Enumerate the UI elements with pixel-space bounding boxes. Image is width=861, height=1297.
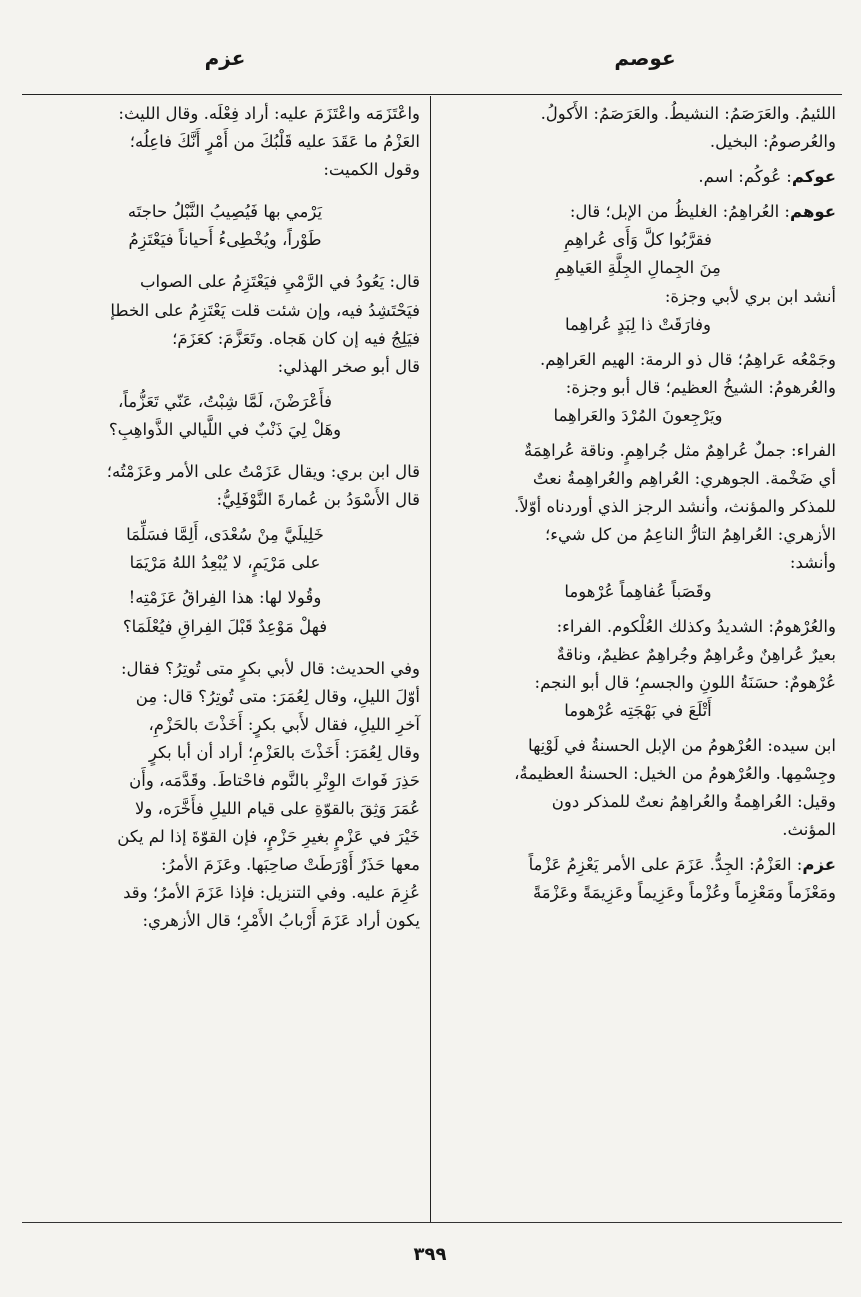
text-line: العَزْمُ ما عَقَدَ عليه قَلْبُكَ من أَمْرٍ أَنَّكَ فاعِلُه؛ bbox=[129, 132, 420, 152]
spacer bbox=[30, 577, 420, 584]
text-line: وأنشد: bbox=[789, 553, 836, 573]
spacer bbox=[440, 156, 836, 163]
verse-line: وقَصَباً عُفاهِماً عُرْهوما bbox=[564, 581, 712, 601]
text-line: وجِسْمِها. والعُرْهومُ من الخيل: الحسنةُ العظيمةُ، bbox=[514, 764, 836, 784]
spacer bbox=[440, 725, 836, 732]
text-line: قال أبو صخر الهذلي: bbox=[277, 356, 420, 376]
text-line: وقيل: العُراهِمةُ والعُراهِمُ نعتٌ للمذكر دون bbox=[551, 792, 836, 812]
text-line: خَيْرَ في عَزْمٍ بغيرِ حَزْمٍ، فإن القوّةَ إذا لم يكن bbox=[117, 827, 420, 847]
text-line: فيَحْتَشِدُ فيه، وإن شئت قلت يَعْتَزِمُ على الخطإ bbox=[110, 300, 420, 320]
header-right-word: عوصم bbox=[614, 46, 676, 70]
verse-line: طَوْراً، ويُخْطِىءُ أَحياناً فيَعْتَزِمُ bbox=[128, 230, 322, 250]
entry-text: : العَزْمُ: الجِدُّ. عَزَمَ على الأمر يَعْزِمُ عَزْماً bbox=[528, 855, 803, 875]
spacer bbox=[440, 191, 836, 198]
spacer bbox=[440, 430, 836, 437]
verse-line: فهلْ مَوْعِدٌ قَبْلَ الفِراقِ فيُعْلَمَا؟ bbox=[122, 616, 328, 636]
text-line: والعُرصومُ: البخيل. bbox=[709, 132, 836, 152]
right-column bbox=[440, 100, 836, 908]
entry-text: : عُوكُم: اسم. bbox=[698, 167, 792, 187]
text-line: قال ابن بري: ويقال عَزَمْتُ على الأمر وعَزَمْتُه؛ bbox=[106, 462, 420, 482]
verse-line: فأَعْرَضْنَ، لَمَّا شِبْتُ، عَنّي تَعَزُّماً، bbox=[117, 391, 333, 411]
text-line: واعْتَزَمَه واعْتَزَمَ عليه: أراد فِعْلَه. وقال الليث: bbox=[118, 104, 420, 123]
text-line: معها حَذَرٌ أَوْرَطَتْ صاحِبَها. وعَزَمَ الأمرُ: bbox=[160, 855, 420, 875]
text-line: آخرِ الليلِ، فقال لأَبي بكرٍ: أَخَذْتَ بالحَزْمِ، bbox=[148, 714, 420, 734]
entry-headword: عوهم bbox=[790, 202, 836, 222]
spacer bbox=[30, 184, 420, 198]
verse-line: أَتْلَعَ في بَهْجَتِه عُرْهوما bbox=[564, 700, 712, 720]
text-line: وقول الكميت: bbox=[323, 160, 420, 180]
text-line: للمذكر والمؤنث، وأنشد الرجز الذي أوردناه أوّلاً. bbox=[514, 497, 836, 517]
page-number: ٣٩٩ bbox=[413, 1244, 447, 1265]
entry-line bbox=[440, 163, 836, 191]
spacer bbox=[30, 381, 420, 388]
text-line: وجَمْعُه عَراهِمُ؛ قال ذو الرمة: الهيم العَراهِم. bbox=[540, 349, 836, 369]
top-rule bbox=[22, 94, 842, 95]
verse-line: وقُولا لها: هذا الفِراقُ عَزَمْتِه! bbox=[128, 588, 322, 608]
verse-line: مِنَ الجِمالِ الجِلَّةِ العَياهِمِ bbox=[555, 258, 721, 278]
text-line: أنشد ابن بري لأبي وجزة: bbox=[664, 286, 836, 306]
text-line: أي ضَخْمة. الجوهري: العُراهِم والعُراهِمةُ نعتٌ bbox=[532, 469, 836, 489]
text-line: حَذِرَ فَواتَ الوِتْرِ بالنَّوم فاحْتاطَ. وقَدَّمَه، وأَن bbox=[129, 770, 420, 790]
text-line: اللئيمُ. والعَرَصَمُ: النشيطُ. والعَرَصَمُ: الأَكولُ. bbox=[540, 104, 836, 123]
entry-text: : العُراهِمُ: الغليظُ من الإبل؛ قال: bbox=[569, 202, 790, 222]
verse-line: خَلِيلَيَّ مِنْ سُعْدَى، أَلِمَّا فسَلِّمَا bbox=[126, 525, 324, 545]
spacer bbox=[30, 254, 420, 268]
verse-line: وهَلْ لِيَ ذَنْبٌ في اللَّيالي الذَّواهِبِ؟ bbox=[108, 419, 342, 439]
text-line: الفراء: جملٌ عُراهِمٌ مثل جُراهِمٍ. وناقة عُراهِمَةٌ bbox=[524, 441, 836, 461]
text-line: وفي الحديث: قال لأبي بكرٍ متى تُوتِرُ؟ فقال: bbox=[120, 658, 420, 678]
text-line: يكون أراد عَزَمَ أَرْبابُ الأَمْرِ؛ قال الأزهري: bbox=[142, 911, 420, 931]
text-line: بعيرٌ عُراهِنٌ وعُراهِمٌ وجُراهِمٌ عظيمٌ، وناقةٌ bbox=[556, 644, 836, 664]
header-left-word: عزم bbox=[204, 46, 246, 70]
spacer bbox=[30, 444, 420, 458]
spacer bbox=[30, 514, 420, 521]
column-divider bbox=[430, 96, 431, 1222]
entry-headword: عوكم bbox=[791, 167, 836, 187]
text-line: ومَعْزَماً ومَعْزِماً وعُزْماً وعَزِيماً وعَزِيمَةً وعَزْمَةً bbox=[532, 883, 836, 903]
bottom-rule bbox=[22, 1222, 842, 1223]
verse-line: على مَرْيَمٍ، لا يُبْعِدُ اللهُ مَرْيَمَا bbox=[129, 553, 321, 573]
text-line: عُزِمَ عليه. وفي التنزيل: فإذا عَزَمَ الأمرُ؛ وقد bbox=[123, 883, 420, 903]
text-line: قال الأَسْوَدُ بن عُمارةَ النَّوْفَلِيُّ: bbox=[216, 490, 420, 510]
spacer bbox=[440, 606, 836, 613]
verse-line: يَرْمي بها فَيُصِيبُ النَّبْلُ حاجتَه bbox=[127, 202, 323, 222]
verse-line: ويَرْجِعونَ المُرْدَ والعَراهِما bbox=[553, 405, 723, 425]
spacer bbox=[30, 641, 420, 655]
entry-line bbox=[440, 851, 836, 879]
text-line: أوّلَ الليلِ، وقال لِعُمَرَ: متى تُوتِرُ؟ قال: مِن bbox=[135, 686, 420, 706]
verse-line: وفارَقَتْ ذا لِبَدٍ عُراهِما bbox=[564, 314, 712, 334]
text-line: عُرْهومٌ: حسَنَةُ اللونِ والجسمِ؛ قال أبو النجم: bbox=[534, 672, 836, 692]
left-column bbox=[30, 100, 420, 936]
text-line: عُمَرَ وَثِقَ بالقوّةِ على قيام الليلِ فأَخَّرَه، ولا bbox=[135, 799, 420, 819]
spacer bbox=[440, 844, 836, 851]
verse-line: فقرَّبُوا كلَّ وَأَى عُراهِمِ bbox=[564, 230, 712, 250]
text-line: المؤنث. bbox=[782, 820, 836, 840]
text-line: فيَلِجُ فيه إن كان هَجاه. وتَعَزَّمَ: كعَزَمَ؛ bbox=[172, 328, 420, 348]
text-line: ابن سيده: العُرْهومُ من الإبل الحسنةُ في لَوْنِها bbox=[528, 735, 836, 755]
text-line: وقال لِعُمَرَ: أَخَذْتَ بالعَزْمِ؛ أراد أن أبا بكرٍ bbox=[148, 742, 420, 762]
text-line: والعُرهومُ: الشيخُ العظيم؛ قال أبو وجزة: bbox=[565, 377, 836, 397]
entry-headword: عزم bbox=[802, 855, 836, 875]
text-line: قال: يَعُودُ في الرَّمْيِ فيَعْتَزِمُ على الصواب bbox=[139, 272, 420, 292]
spacer bbox=[440, 339, 836, 346]
entry-line bbox=[440, 198, 836, 226]
text-line: الأزهري: العُراهِمُ التارُّ الناعِمُ من كل شيء؛ bbox=[544, 525, 836, 545]
text-line: والعُرْهومُ: الشديدُ وكذلك العُلْكوم. الفراء: bbox=[556, 616, 836, 636]
